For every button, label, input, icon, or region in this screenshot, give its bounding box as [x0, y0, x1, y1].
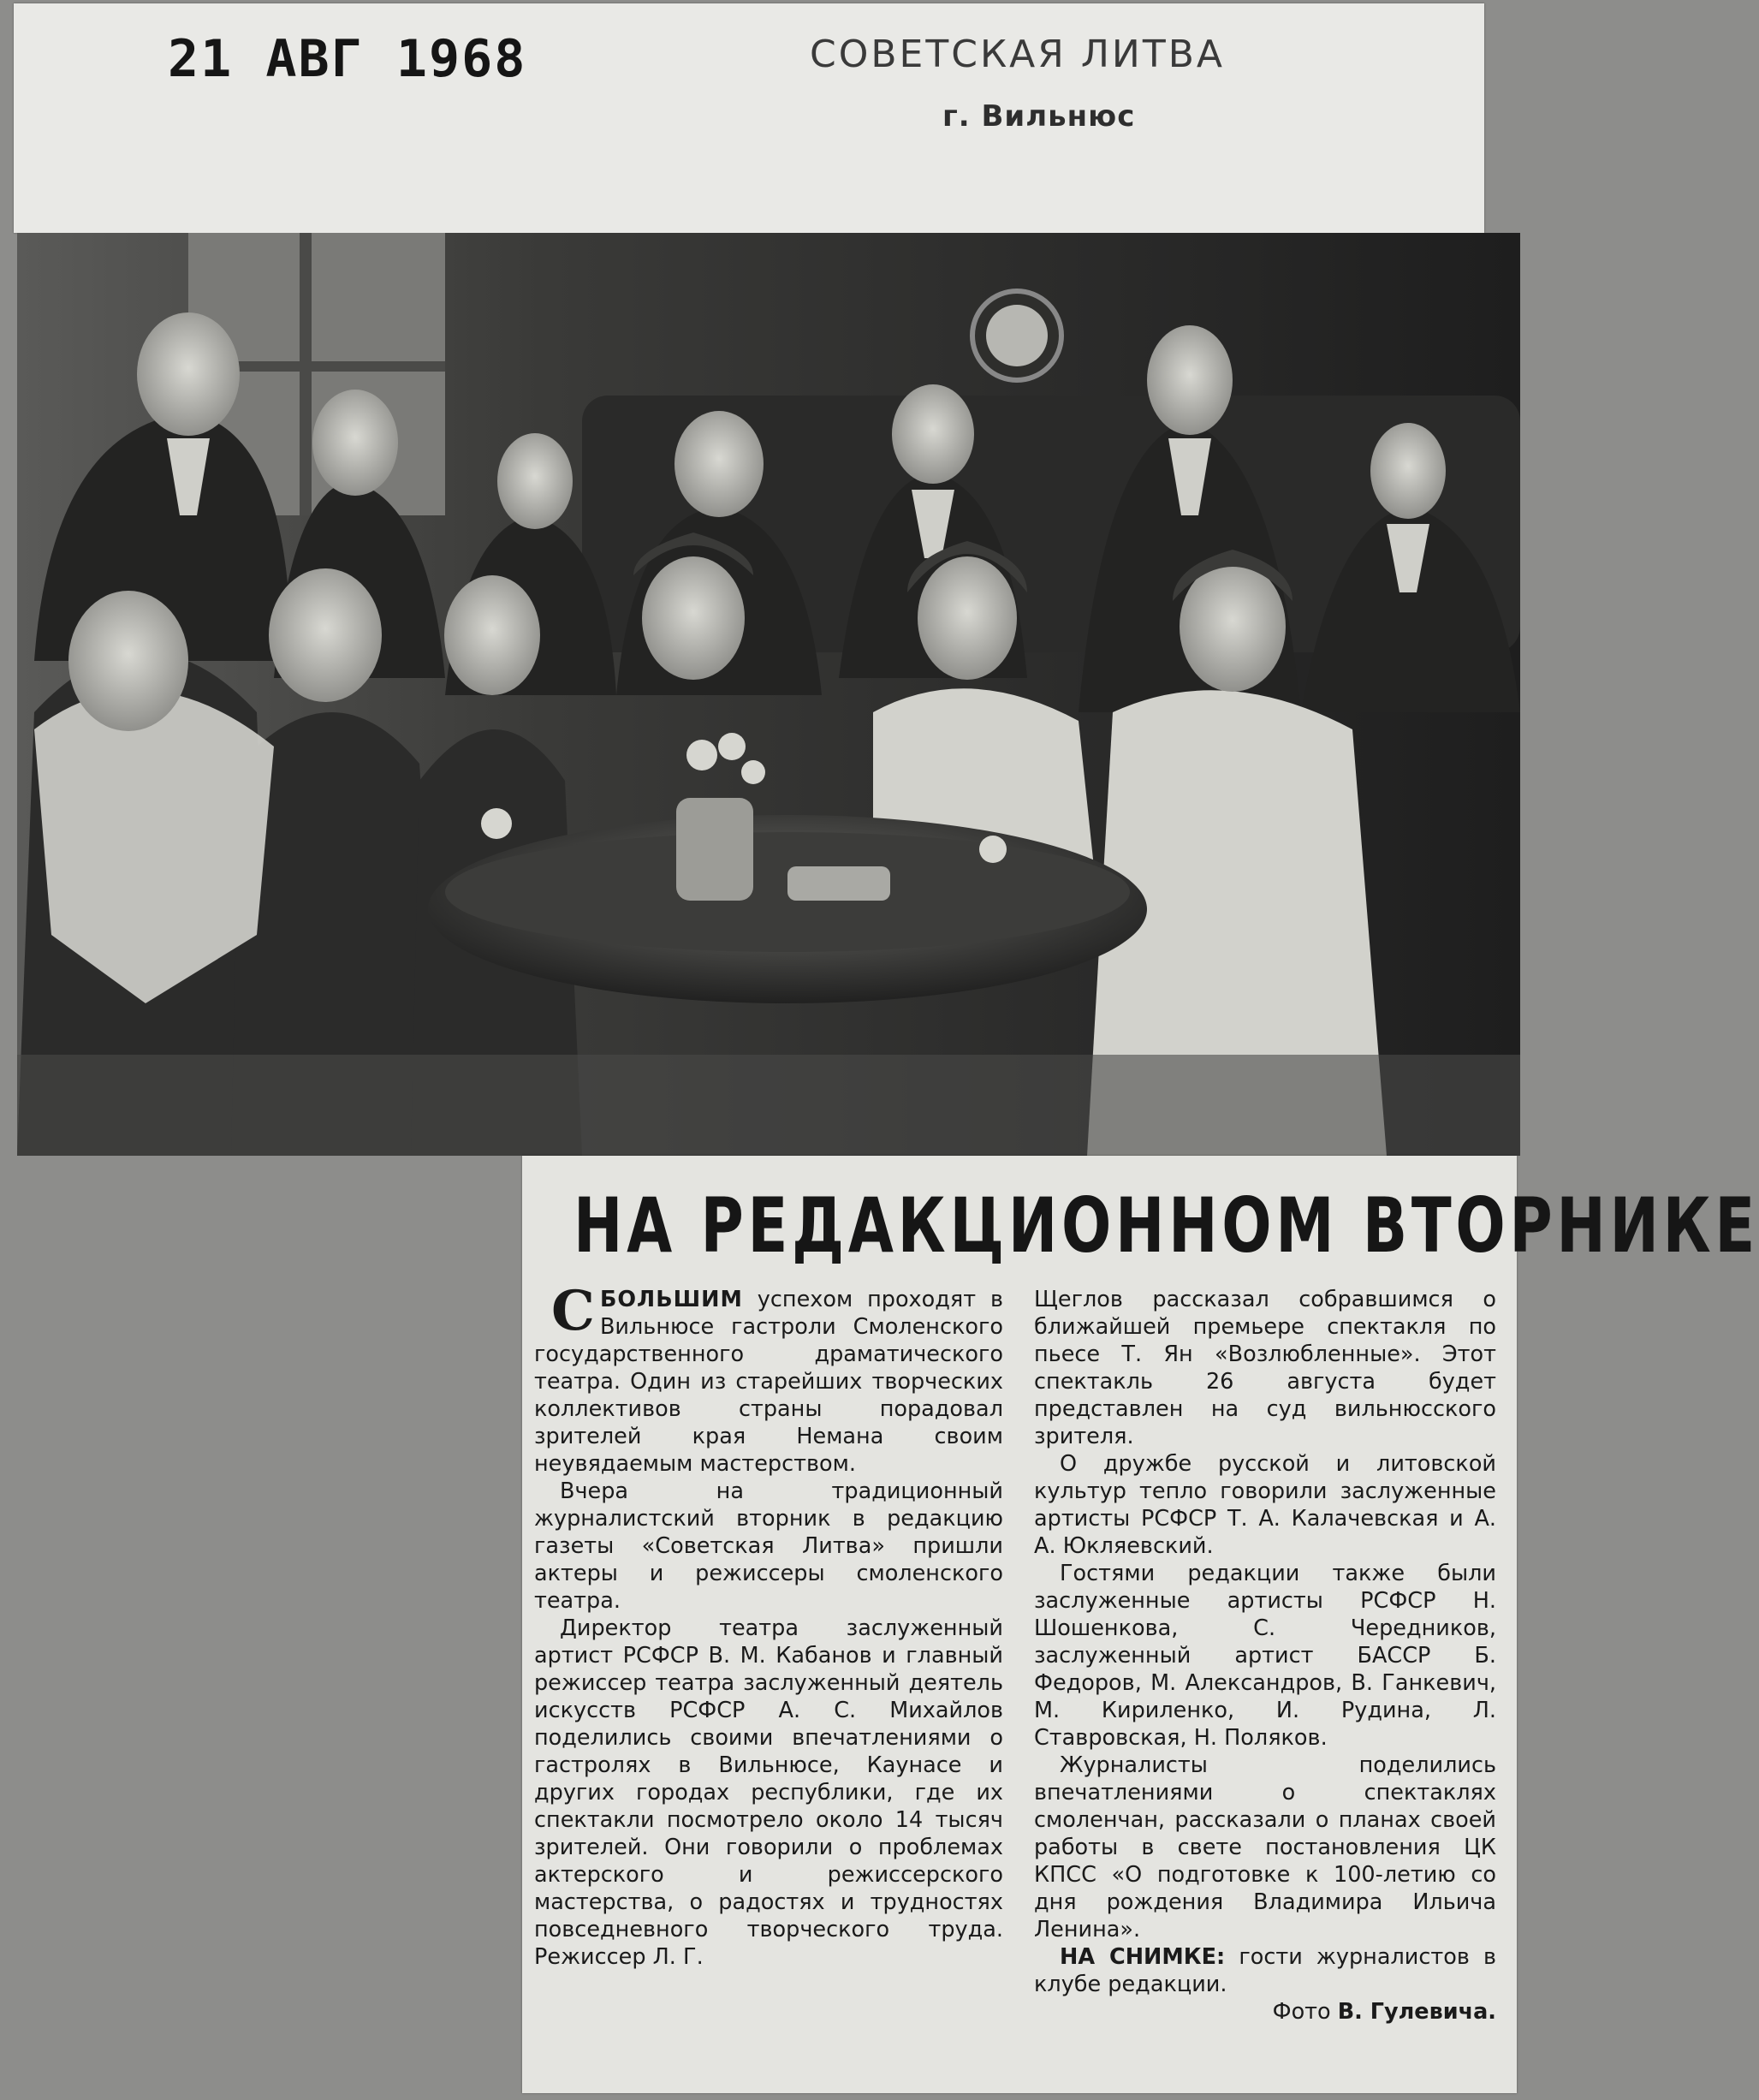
paragraph-2: Вчера на традиционный журналистский вторник в редакцию газеты «Советская Литва» пришли актеры и режиссеры смоленского театра. [534, 1478, 1003, 1614]
credit-name: В. Гулевича. [1337, 1999, 1496, 2025]
headline: НА РЕДАКЦИОННОМ ВТОРНИКЕ [573, 1181, 1759, 1270]
paragraph-4: Щеглов рассказал собравшимся о ближайшей премьере спектакля по пьесе Т. Ян «Возлюбленные». Этот спектакль 26 августа будет представлен на суд вильнюсского зрителя. [1034, 1287, 1496, 1449]
group-photo-image [17, 233, 1520, 1156]
article-column-left [534, 1279, 1003, 1971]
paragraph-3: Директор театра заслуженный артист РСФСР В. М. Кабанов и главный режиссер театра заслуженный деятель искусств РСФСР А. С. Михайлов поделились своими впечатлениями о гастролях в Вильнюсе, Каунасе и других городах республики, где их спектакли посмотрело около 14 тысяч зрителей. Они говорили о проблемах актерского и режиссерского мастерства, о радостях и трудностях повседневного творческого труда. Режиссер Л. Г. [534, 1615, 1003, 1970]
newspaper-name: СОВЕТСКАЯ ЛИТВА [810, 33, 1225, 76]
date-stamp: 21 АВГ 1968 [168, 29, 527, 89]
lead-caps: БОЛЬШИМ [599, 1287, 743, 1312]
photo-caption [1034, 1943, 1496, 1998]
caption-label: НА СНИМКЕ: [1060, 1944, 1226, 1970]
group-photo [17, 233, 1520, 1156]
clipping-header [14, 3, 1484, 233]
caption-text: гости журналистов в клубе редакции. [1034, 1944, 1497, 1997]
paragraph-6: Гостями редакции также были заслуженные артисты РСФСР Н. Шошенкова, С. Чередников, заслуженный артист БАССР Б. Федоров, М. Александров, В. Ганкевич, М. Кириленко, И. Рудина, Л. Ставровская, Н. Поляков. [1034, 1561, 1496, 1751]
paragraph-1 [534, 1279, 1003, 1478]
credit-prefix: Фото [1272, 1999, 1338, 2025]
paragraph-5: О дружбе русской и литовской культур тепло говорили заслуженные артисты РСФСР Т. А. Калачевская и А. А. Юкляевский. [1034, 1451, 1496, 1559]
drop-cap: С [551, 1279, 595, 1343]
article [522, 1156, 1759, 2093]
photo-credit [1034, 1998, 1496, 2026]
paragraph-1-text: успехом проходят в Вильнюсе гастроли Смоленского государственного драматического театра. Один из старейших творческих коллективов страны порадовал зрителей края Немана своим неувядаемым мастерством. [534, 1287, 1003, 1477]
newspaper-city: г. Вильнюс [942, 99, 1136, 134]
paragraph-7: Журналисты поделились впечатлениями о спектаклях смоленчан, рассказали о планах своей работы в свете постановления ЦК КПСС «О подготовке к 100-летию со дня рождения Владимира Ильича Ленина». [1034, 1752, 1496, 1942]
article-column-right [1034, 1286, 1496, 2026]
